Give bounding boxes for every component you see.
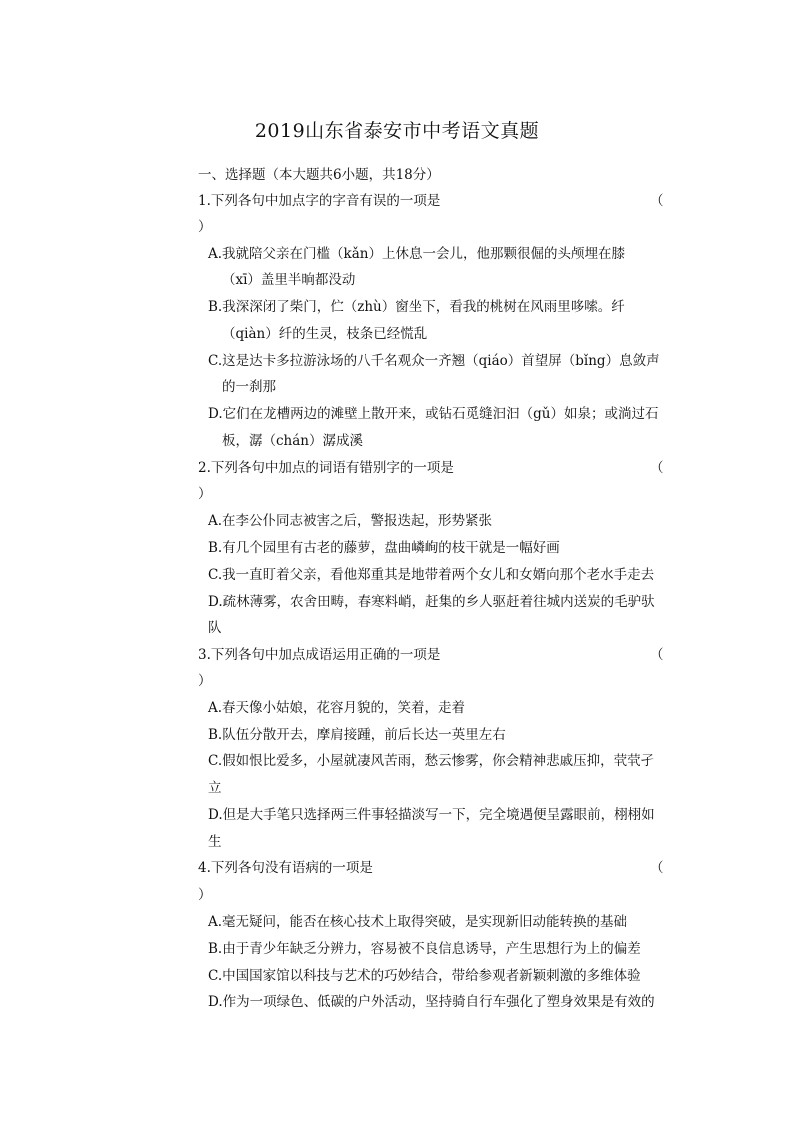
question-1-stem: 1.下列各句中加点字的字音有误的一项是 [198,193,441,209]
question-2-stem: 2.下列各句中加点的词语有错别字的一项是 [198,460,454,476]
question-2-option-d-cont: 队 [208,620,222,636]
question-3-option-d: D.但是大手笔只选择两三件事轻描淡写一下，完全境遇便呈露眼前，栩栩如 [208,807,655,823]
question-3-option-a: A.春天像小姑娘，花容月貌的，笑着，走着 [208,700,466,716]
question-4-answer-bracket-close: ） [198,887,212,903]
question-1-option-b-cont: （qiàn）纤的生灵，枝条已经慌乱 [222,326,428,342]
question-4-option-d: D.作为一项绿色、低碳的户外活动，坚持骑自行车强化了塑身效果是有效的 [208,994,655,1010]
question-1-option-d: D.它们在龙槽两边的滩壁上散开来，或钻石觅缝汩汩（gǔ）如泉；或淌过石 [208,406,659,422]
question-1-option-d-cont: 板，潺（chán）潺成溪 [222,433,363,449]
question-3-option-d-cont: 生 [208,834,222,850]
question-2-option-a: A.在李公仆同志被害之后，警报迭起，形势紧张 [208,513,493,529]
question-2-answer-bracket-close: ） [198,486,212,502]
section-heading: 一、选择题（本大题共6小题，共18分） [198,167,440,183]
question-3-answer-bracket-close: ） [198,673,212,689]
question-3-option-c-cont: 立 [208,780,222,796]
question-4-stem: 4.下列各句没有语病的一项是 [198,860,373,876]
question-3-answer-bracket-open: （ [650,647,664,663]
question-1-option-b: B.我深深闭了柴门，伫（zhù）窗坐下，看我的桃树在风雨里哆嗦。纤 [208,299,625,315]
question-1-option-a-cont: （xī）盖里半晌都没动 [222,272,356,288]
question-1-answer-bracket-close: ） [198,219,212,235]
question-4-answer-bracket-open: （ [650,860,664,876]
question-4-option-a: A.毫无疑问，能否在核心技术上取得突破，是实现新旧动能转换的基础 [208,914,628,930]
question-1-option-c: C.这是达卡多拉游泳场的八千名观众一齐翘（qiáo）首望屏（bǐng）息敛声 [208,353,660,369]
question-2-answer-bracket-open: （ [650,460,664,476]
exam-title: 2019山东省泰安市中考语文真题 [254,120,540,142]
question-3-option-c: C.假如恨比爱多，小屋就凄风苦雨，愁云惨雾，你会精神悲戚压抑，茕茕孑 [208,753,655,769]
question-3-option-b: B.队伍分散开去，摩肩接踵，前后长达一英里左右 [208,727,506,743]
question-4-option-b: B.由于青少年缺乏分辨力，容易被不良信息诱导，产生思想行为上的偏差 [208,941,641,957]
question-2-option-c: C.我一直盯着父亲，看他郑重其是地带着两个女儿和女婿向那个老水手走去 [208,567,655,583]
question-3-stem: 3.下列各句中加点成语运用正确的一项是 [198,647,441,663]
question-4-option-c: C.中国国家馆以科技与艺术的巧妙结合，带给参观者新颖刺激的多维体验 [208,968,641,984]
question-1-option-a: A.我就陪父亲在门槛（kǎn）上休息一会儿，他那颗很倔的头颅埋在膝 [208,246,625,262]
question-1-answer-bracket-open: （ [650,193,664,209]
question-1-option-c-cont: 的一刹那 [222,379,276,395]
question-2-option-d: D.疏林薄雾，农舍田畴，春寒料峭，赶集的乡人驱赶着往城内送炭的毛驴驮 [208,594,655,610]
question-2-option-b: B.有几个园里有古老的藤萝，盘曲嶙峋的枝干就是一幅好画 [208,540,560,556]
